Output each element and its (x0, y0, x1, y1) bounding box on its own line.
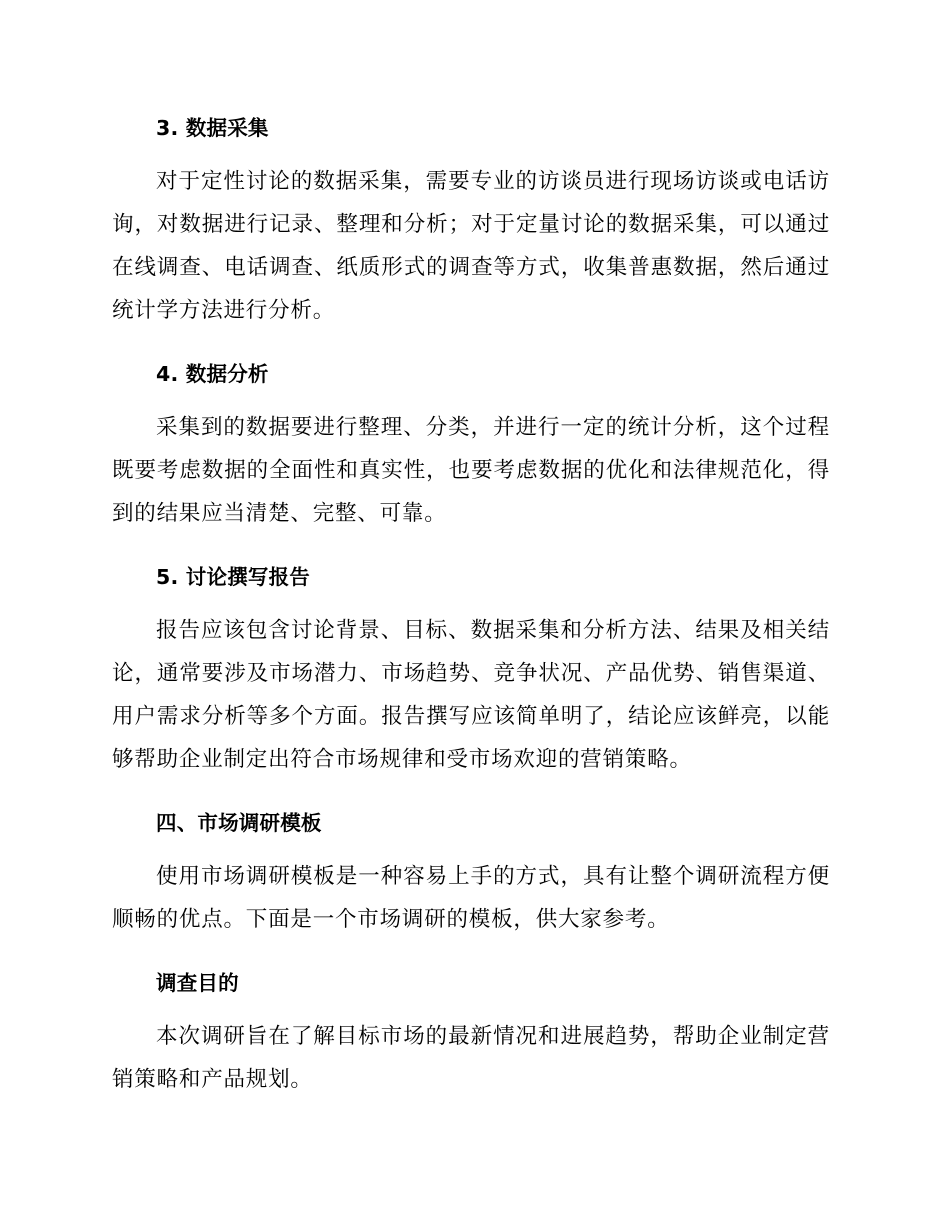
section-heading-research-template: 四、市场调研模板 (156, 811, 322, 835)
paragraph-report-writing: 报告应该包含讨论背景、目标、数据采集和分析方法、结果及相关结论，通常要涉及市场潜力、市场趋势、竞争状况、产品优势、销售渠道、用户需求分析等多个方面。报告撰写应该简单明了，结论应该鲜亮，以能够帮助企业制定出符合市场规律和受市场欢迎的营销策略。 (112, 618, 830, 772)
paragraph-research-template: 使用市场调研模板是一种容易上手的方式，具有让整个调研流程方便顺畅的优点。下面是一个市场调研的模板，供大家参考。 (112, 864, 830, 932)
section-heading-data-collection: 3. 数据采集 (156, 116, 269, 140)
paragraph-survey-purpose: 本次调研旨在了解目标市场的最新情况和进展趋势，帮助企业制定营销策略和产品规划。 (112, 1024, 830, 1092)
section-heading-data-analysis: 4. 数据分析 (156, 362, 269, 386)
paragraph-data-collection: 对于定性讨论的数据采集，需要专业的访谈员进行现场访谈或电话访询，对数据进行记录、整理和分析；对于定量讨论的数据采集，可以通过在线调查、电话调查、纸质形式的调查等方式，收集普惠数据，然后通过统计学方法进行分析。 (112, 169, 830, 323)
paragraph-data-analysis: 采集到的数据要进行整理、分类，并进行一定的统计分析，这个过程既要考虑数据的全面性和真实性，也要考虑数据的优化和法律规范化，得到的结果应当清楚、完整、可靠。 (112, 415, 830, 526)
document-body (112, 108, 830, 1101)
section-heading-report-writing: 5. 讨论撰写报告 (156, 565, 310, 589)
section-heading-survey-purpose: 调查目的 (156, 971, 239, 995)
